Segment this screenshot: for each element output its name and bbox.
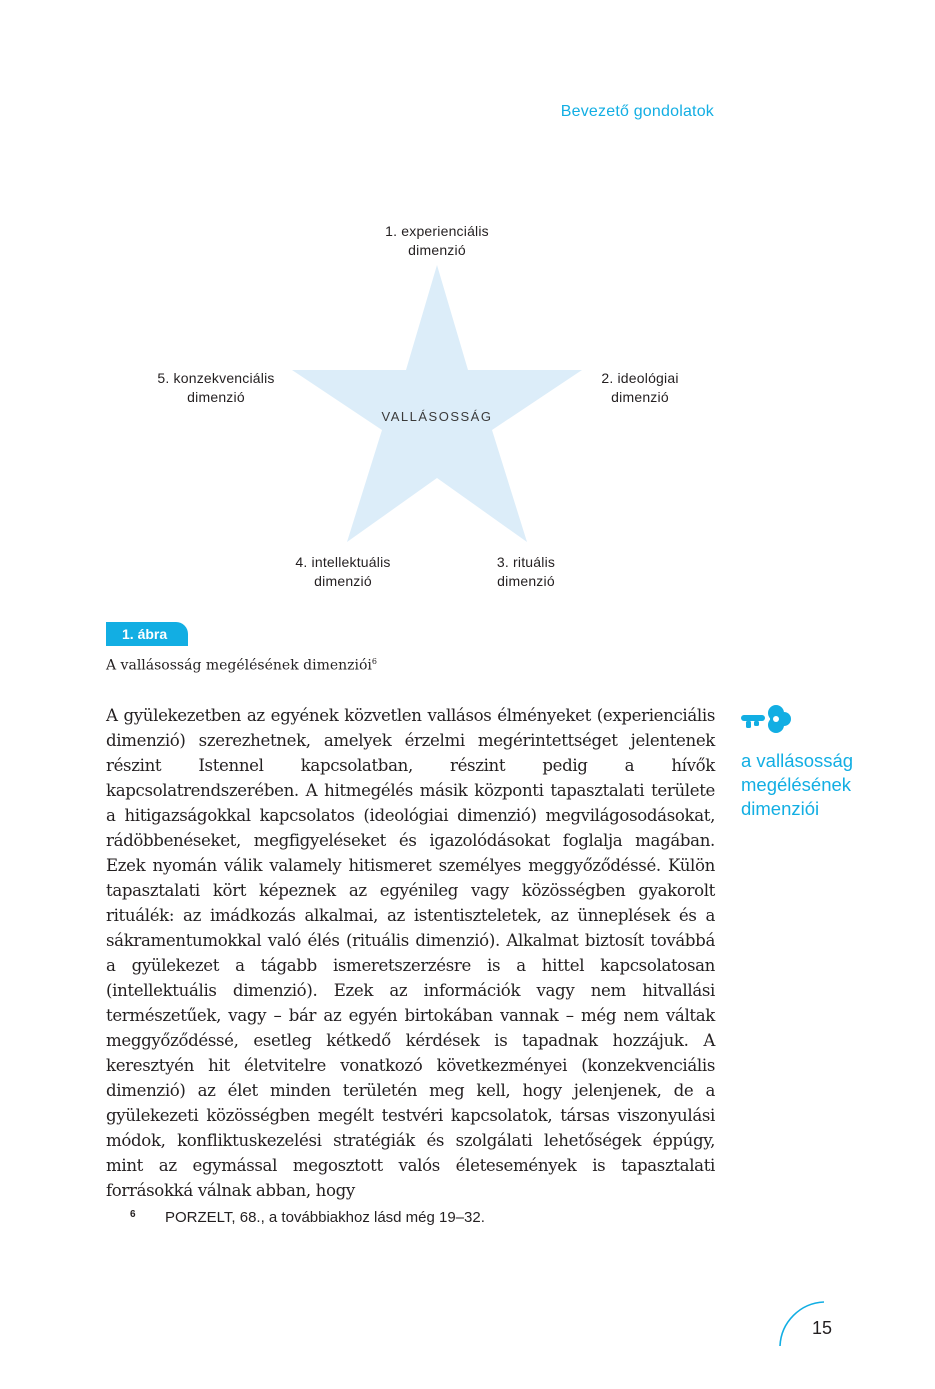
center-label: VALLÁSOSSÁG (381, 409, 493, 424)
body-paragraph: A gyülekezetben az egyének közvetlen vallásos élményeket (experienciális dimenzió) szerezhetnek, amelyek érzelmi megérintettséget jelentenek részint Istennel kapcsolatban, részint pedig a hívők kapcsolatrendszerében. A hitmegélés másik központi tapasztalati területe a hitigazságokkal kapcsolatos (ideológiai dimenzió) megvilágosodásokat, rádöbbenéseket, megfigyeléseket és igazolódásokat foglalja magában. Ezek nyomán válik valamely hitismeret személyes meggyőződéssé. Külön tapasztalati kört képeznek az egyénileg vagy közösségben gyakorolt rituálék: az imádkozás alkalmai, az istentiszteletek, az ünneplések és a sákramentumokkal való élés (rituális dimenzió). Alkalmat biztosít továbbá a gyülekezet a tágabb ismeretszerzésre is a hittel kapcsolatosan (intellektuális dimenzió). Ezek az információk vagy nem hitvallási természetűek, vagy – bár az egyén birtokában vannak – még nem váltak meggyőződéssé, esetleg kétkedő kérdések is tapadnak hozzájuk. A keresztyén hit életvitelre vonatkozó következményei (konzekvenciális dimenzió) az élet minden területén meg kell, hogy jelenjenek, de a gyülekezeti közösségben megélt testvéri kapcsolatok, társas viszonyulási módok, konfliktuskezelési stratégiák és szolgálati lehetőségek éppúgy, mint az egymással megosztott valós életesemények is tapasztalati forrásokká válnak abban, hogy (106, 706, 715, 1200)
dimension-label-ideological (570, 369, 710, 407)
figure-caption (106, 657, 377, 674)
dimension-label-line2: dimenzió (187, 389, 245, 405)
dimension-label-line1: 4. intellektuális (295, 554, 391, 570)
dimension-label-experiential (357, 222, 517, 260)
figure-badge: 1. ábra (106, 622, 188, 646)
star-shape (0, 0, 935, 620)
dimension-label-intellectual (273, 553, 413, 591)
figure-caption-text: A vallásosság megélésének dimenziói (106, 657, 372, 674)
dimension-label-line2: dimenzió (497, 573, 555, 589)
side-note: a vallásosság megélésének dimenziói (741, 750, 854, 819)
dimension-label-line1: 5. konzekvenciális (157, 370, 275, 386)
dimension-label-line2: dimenzió (408, 242, 466, 258)
footnote-number: 6 (130, 1209, 136, 1220)
dimension-label-consequential (136, 369, 296, 407)
dimension-label-line2: dimenzió (314, 573, 372, 589)
dimension-label-ritual (456, 553, 596, 591)
dimension-label-line1: 2. ideológiai (601, 370, 679, 386)
dimension-label-line1: 1. experienciális (385, 223, 489, 239)
page-number: 15 (812, 1318, 833, 1338)
dimension-label-line2: dimenzió (611, 389, 669, 405)
key-icon (740, 700, 792, 738)
footnote-reference: 6 (371, 657, 378, 666)
dimension-label-line1: 3. rituális (496, 554, 556, 570)
star-polygon (292, 265, 582, 542)
footnote-text: PORZELT, 68., a továbbiakhoz lásd még 19–32. (165, 1209, 485, 1226)
page-header-section-title: Bevezető gondolatok (560, 103, 714, 120)
religiosity-dimensions-diagram (0, 0, 935, 620)
